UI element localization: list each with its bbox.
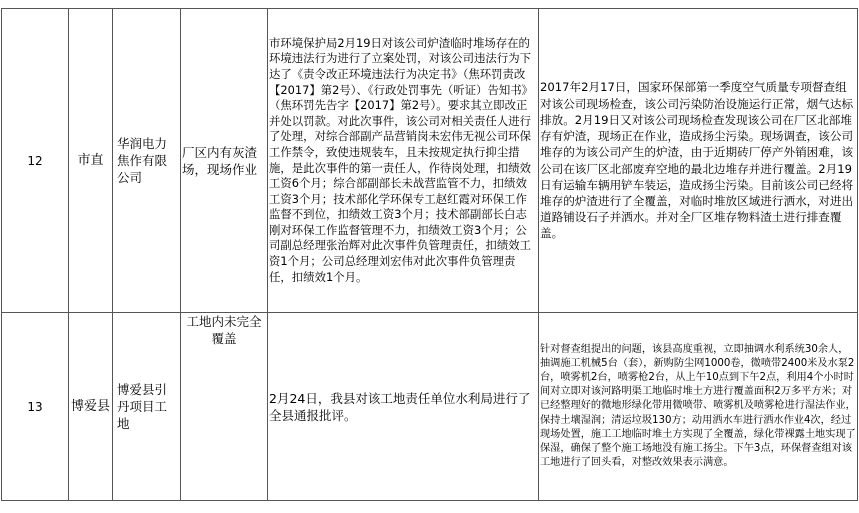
- rectification-cell: 针对督查组提出的问题，该县高度重视，立即抽调水利系统30余人，抽调施工机械5台（套），新购防尘网1000卷，微喷带2400米及水泵2台，喷雾机2台，喷雾枪2台，从上午10点到下午2点，利用4个小时时间对立即对该河路明渠工地临时堆土方进行覆盖面积2万多平方米；对已经整理好的微地形绿化带用微喷带、喷雾机及喷雾枪进行湿法作业，保持土壤湿润；清运垃圾130方；动用洒水车进行洒水作业4次，经过现场处置，施工工地临时堆土方实现了全覆盖，绿化带裸露土地实现了保湿，确保了整个施工场地没有施工扬尘。下午3点，环保督查组对该工地进行了回头看，对整改效果表示满意。: [539, 313, 858, 501]
- handling-cell: 2月24日，我县对该工地责任单位水利局进行了全县通报批评。: [268, 313, 539, 501]
- handling-cell: 市环境保护局2月19日对该公司炉渣临时堆场存在的环境违法行为进行了立案处罚，对该公司违法行为下达了《责令改正环境违法行为决定书》（焦环罚责改【2017】第2号）、《行政处罚事先（听证）告知书》（焦环罚先告字【2017】第2号）。要求其立即改正并处以罚款。对此次事件，该公司对相关责任人进行了处理，对综合部副产品营销岗未宏伟无视公司环保工作禁令，致使违规装车，且未按规定执行抑尘措施，是此次事件的第一责任人，作待岗处理，扣绩效工资6个月；综合部副部长未战营监管不力，扣绩效工资3个月；技术部化学环保专工赵红霞对环保工作监督不到位，扣绩效工资3个月；技术部副部长白志刚对环保工作监督管理不力，扣绩效工资3个月；公司副总经理张治辉对此次事件负管理责任，扣绩效工资1个月；公司总经理刘宏伟对此次事件负管理责任，扣绩效1个月。: [268, 9, 539, 313]
- row-number: 12: [2, 9, 69, 313]
- company-cell: 博爱县引丹项目工地: [113, 313, 181, 501]
- table-row: [2, 313, 858, 501]
- city-cell: 市直: [69, 9, 113, 313]
- company-cell: 华润电力焦作有限公司: [113, 9, 181, 313]
- row-number: 13: [2, 313, 69, 501]
- issue-cell: 厂区内有灰渣场，现场作业: [181, 9, 268, 313]
- table-row: [2, 9, 858, 313]
- issue-cell: 工地内未完全覆盖: [181, 313, 268, 501]
- rectification-cell: 2017年2月17日，国家环保部第一季度空气质量专项督查组对该公司现场检查，该公司污染防治设施运行正常，烟气达标排放。2月19日又对该公司现场检查发现该公司在厂区北部堆存有炉渣，现场正在作业，造成扬尘污染。现场调查，该公司堆存的为该公司产生的炉渣，由于近期砖厂停产外销困难，该公司在该厂区北部废弃空地的最北边堆存并进行覆盖。2月19日有运输车辆用铲车装运，造成扬尘污染。目前该公司已经将堆存的炉渣进行了全覆盖，对临时堆放区域进行洒水，对进出道路铺设石子并洒水。并对全厂区堆存物料渣土进行排查覆盖。: [539, 9, 858, 313]
- city-cell: 博爱县: [69, 313, 113, 501]
- inspection-table: [1, 8, 858, 501]
